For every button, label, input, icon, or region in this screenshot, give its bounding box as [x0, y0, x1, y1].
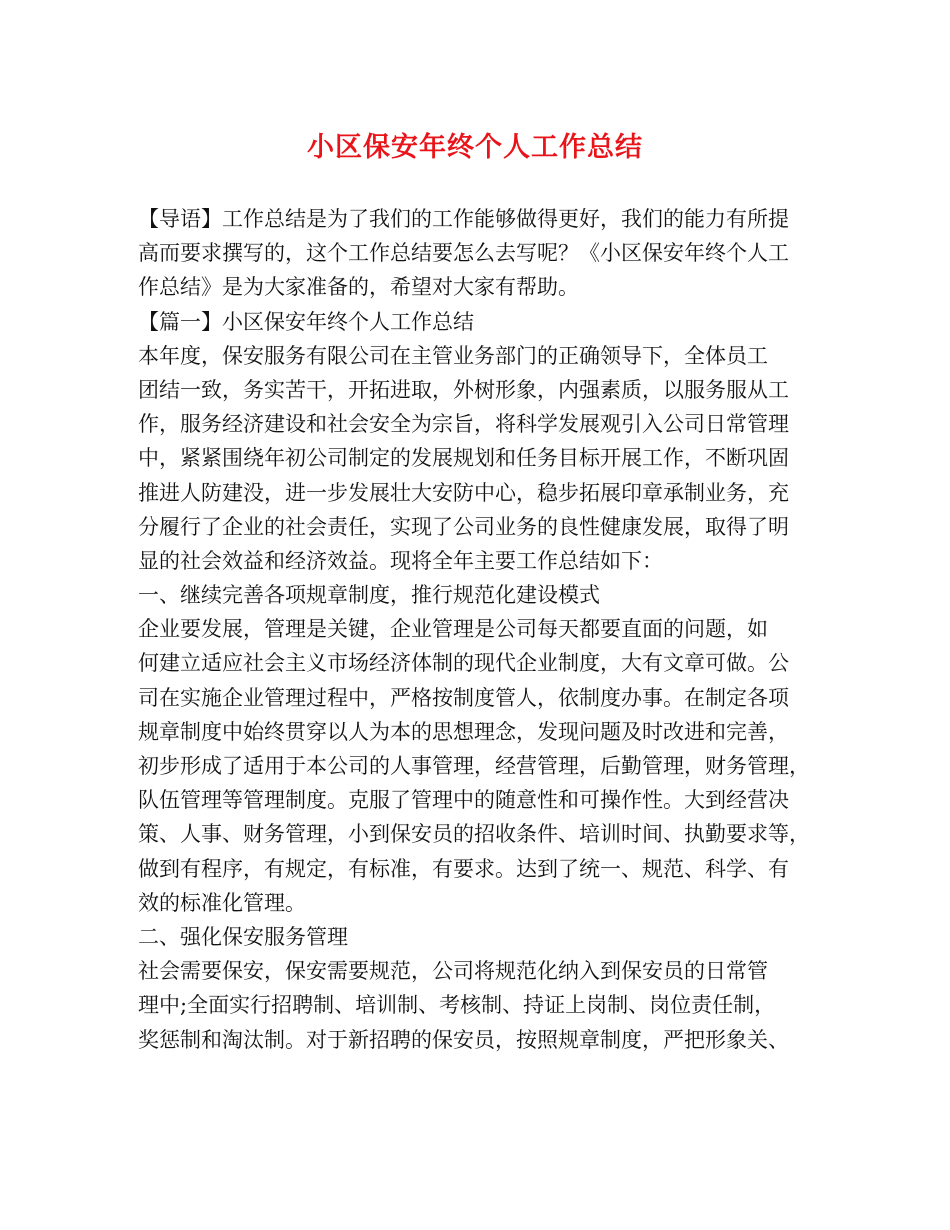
body-line: 作，服务经济建设和社会安全为宗旨，将科学发展观引入公司日常管理: [138, 412, 789, 437]
body-line: 【导语】工作总结是为了我们的工作能够做得更好，我们的能力有所提: [138, 207, 789, 231]
body-line: 效的标准化管理。: [138, 890, 306, 915]
body-line: 分履行了企业的社会责任，实现了公司业务的良性健康发展，取得了明: [138, 514, 789, 539]
body-line: 显的社会效益和经济效益。现将全年主要工作总结如下：: [138, 548, 663, 573]
body-line: 队伍管理等管理制度。克服了管理中的随意性和可操作性。大到经营决: [138, 788, 789, 813]
body-line: 中，紧紧围绕年初公司制定的发展规划和任务目标开展工作，不断巩固: [138, 446, 789, 471]
body-line: 司在实施企业管理过程中，严格按制度管人，依制度办事。在制定各项: [138, 685, 789, 710]
body-line: 本年度，保安服务有限公司在主管业务部门的正确领导下，全体员工: [138, 343, 768, 368]
body-line: 理中;全面实行招聘制、培训制、考核制、持证上岗制、岗位责任制，: [138, 993, 776, 1018]
body-line: 高而要求撰写的，这个工作总结要怎么去写呢？《小区保安年终个人工: [138, 241, 789, 266]
body-line: 做到有程序，有规定，有标准，有要求。达到了统一、规范、科学、有: [138, 856, 789, 881]
section-heading: 二、强化保安服务管理: [138, 924, 348, 949]
body-line: 何建立适应社会主义市场经济体制的现代企业制度，大有文章可做。公: [138, 651, 789, 676]
body-line: 初步形成了适用于本公司的人事管理，经营管理，后勤管理，财务管理，: [138, 754, 810, 778]
section-heading: 一、继续完善各项规章制度，推行规范化建设模式: [138, 583, 600, 608]
body-line: 策、人事、财务管理，小到保安员的招收条件、培训时间、执勤要求等，: [138, 822, 810, 847]
body-line: 奖惩制和淘汰制。对于新招聘的保安员，按照规章制度，严把形象关、: [138, 1027, 789, 1052]
body-line: 社会需要保安，保安需要规范，公司将规范化纳入到保安员的日常管: [138, 959, 768, 984]
body-line: 作总结》是为大家准备的，希望对大家有帮助。: [138, 275, 579, 300]
document-body: [138, 202, 818, 1057]
page-title: 小区保安年终个人工作总结: [307, 132, 643, 163]
body-line: 推进人防建没，进一步发展壮大安防中心，稳步拓展印章承制业务，充: [138, 480, 789, 505]
body-line: 企业要发展，管理是关键，企业管理是公司每天都要直面的问题，如: [138, 617, 768, 642]
body-line: 规章制度中始终贯穿以人为本的思想理念，发现问题及时改进和完善，: [138, 719, 789, 744]
body-line: 团结一致，务实苦干，开拓进取，外树形象，内强素质，以服务服从工: [138, 377, 789, 402]
body-line: 【篇一】小区保安年终个人工作总结: [138, 309, 474, 334]
